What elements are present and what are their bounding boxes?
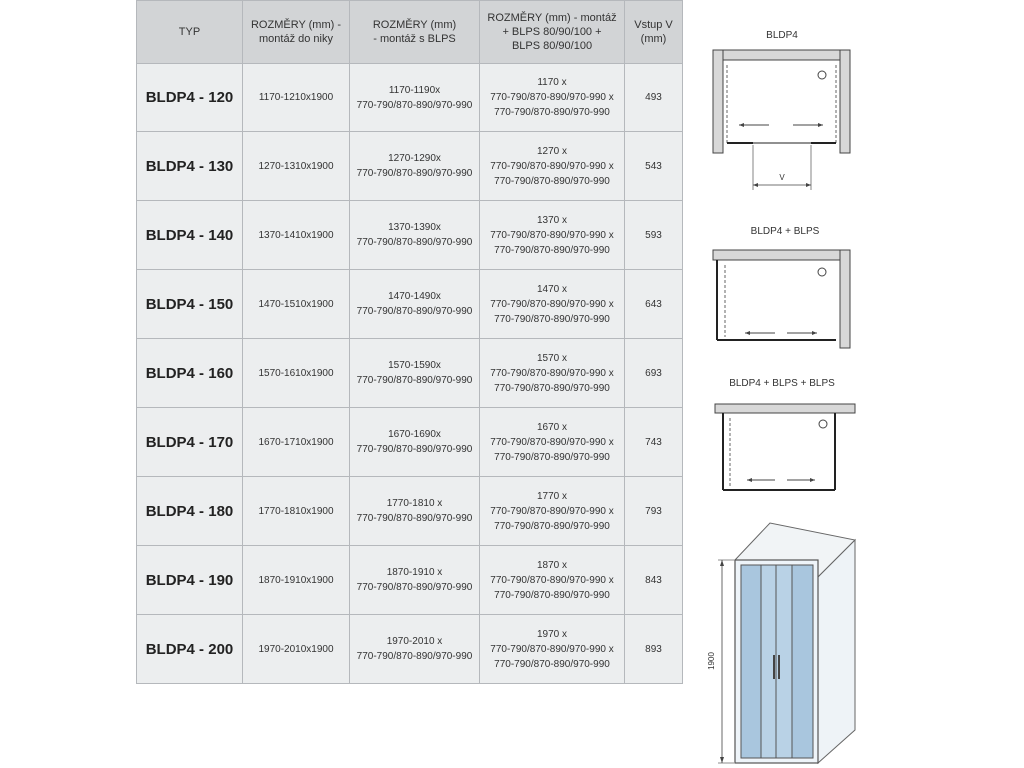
cell-niche: 1270-1310x1900: [243, 132, 350, 201]
cell-blps2: 1270 x 770-790/870-890/970-990 x 770-790/870-890/970-990: [480, 132, 625, 201]
cell-blps2: 1370 x 770-790/870-890/970-990 x 770-790/870-890/970-990: [480, 201, 625, 270]
cell-vstup: 893: [625, 615, 683, 684]
table-row: [137, 546, 683, 615]
cell-typ: BLDP4 - 180: [137, 477, 243, 546]
table-row: [137, 64, 683, 132]
cell-blps: 1970-2010 x 770-790/870-890/970-990: [350, 615, 480, 684]
cell-typ: BLDP4 - 190: [137, 546, 243, 615]
cell-vstup: 793: [625, 477, 683, 546]
cell-blps: 1870-1910 x 770-790/870-890/970-990: [350, 546, 480, 615]
cell-vstup: 493: [625, 64, 683, 132]
cell-niche: 1970-2010x1900: [243, 615, 350, 684]
table-row: [137, 270, 683, 339]
cell-blps2: 1170 x 770-790/870-890/970-990 x 770-790/870-890/970-990: [480, 64, 625, 132]
cell-vstup: 843: [625, 546, 683, 615]
cell-blps: 1670-1690x 770-790/870-890/970-990: [350, 408, 480, 477]
col-header-niche: ROZMĚRY (mm) - montáž do niky: [243, 1, 350, 64]
table-row: [137, 339, 683, 408]
table-row: [137, 615, 683, 684]
cell-blps: 1370-1390x 770-790/870-890/970-990: [350, 201, 480, 270]
col-header-typ: TYP: [137, 1, 243, 64]
floorplan-bldp4-blps-blps: [705, 398, 865, 503]
height-label: 1900: [707, 652, 716, 670]
floorplan-bldp4: [705, 45, 865, 200]
header-row: [137, 1, 683, 64]
cell-typ: BLDP4 - 160: [137, 339, 243, 408]
cell-typ: BLDP4 - 200: [137, 615, 243, 684]
cell-niche: 1370-1410x1900: [243, 201, 350, 270]
diagram-title-bldp4-blps-blps: BLDP4 + BLPS + BLPS: [729, 378, 835, 389]
cell-vstup: 543: [625, 132, 683, 201]
cell-blps: 1470-1490x 770-790/870-890/970-990: [350, 270, 480, 339]
table-row: [137, 201, 683, 270]
cell-blps: 1570-1590x 770-790/870-890/970-990: [350, 339, 480, 408]
table-row: [137, 477, 683, 546]
diagram-title-bldp4: BLDP4: [766, 30, 798, 41]
cell-niche: 1470-1510x1900: [243, 270, 350, 339]
spec-table: [136, 0, 683, 684]
cell-blps: 1770-1810 x 770-790/870-890/970-990: [350, 477, 480, 546]
col-header-blps: ROZMĚRY (mm) - montáž s BLPS: [350, 1, 480, 64]
cell-blps2: 1870 x 770-790/870-890/970-990 x 770-790/870-890/970-990: [480, 546, 625, 615]
cell-vstup: 593: [625, 201, 683, 270]
cell-niche: 1170-1210x1900: [243, 64, 350, 132]
floorplan-bldp4-blps: [705, 245, 865, 355]
col-header-blps2: ROZMĚRY (mm) - montáž + BLPS 80/90/100 + BLPS 80/90/100: [480, 1, 625, 64]
enclosure-3d-view: [700, 515, 870, 765]
cell-typ: BLDP4 - 120: [137, 64, 243, 132]
cell-typ: BLDP4 - 130: [137, 132, 243, 201]
cell-blps: 1270-1290x 770-790/870-890/970-990: [350, 132, 480, 201]
cell-typ: BLDP4 - 170: [137, 408, 243, 477]
cell-blps2: 1770 x 770-790/870-890/970-990 x 770-790/870-890/970-990: [480, 477, 625, 546]
cell-blps2: 1970 x 770-790/870-890/970-990 x 770-790/870-890/970-990: [480, 615, 625, 684]
cell-vstup: 643: [625, 270, 683, 339]
cell-blps2: 1470 x 770-790/870-890/970-990 x 770-790/870-890/970-990: [480, 270, 625, 339]
cell-niche: 1770-1810x1900: [243, 477, 350, 546]
cell-blps: 1170-1190x 770-790/870-890/970-990: [350, 64, 480, 132]
col-header-vstup: Vstup V (mm): [625, 1, 683, 64]
cell-blps2: 1670 x 770-790/870-890/970-990 x 770-790/870-890/970-990: [480, 408, 625, 477]
cell-typ: BLDP4 - 150: [137, 270, 243, 339]
cell-typ: BLDP4 - 140: [137, 201, 243, 270]
entrance-dimension-label: V: [779, 173, 785, 182]
cell-niche: 1870-1910x1900: [243, 546, 350, 615]
cell-niche: 1570-1610x1900: [243, 339, 350, 408]
cell-niche: 1670-1710x1900: [243, 408, 350, 477]
table-row: [137, 408, 683, 477]
table-row: [137, 132, 683, 201]
diagram-title-bldp4-blps: BLDP4 + BLPS: [750, 226, 820, 237]
cell-blps2: 1570 x 770-790/870-890/970-990 x 770-790/870-890/970-990: [480, 339, 625, 408]
cell-vstup: 743: [625, 408, 683, 477]
cell-vstup: 693: [625, 339, 683, 408]
